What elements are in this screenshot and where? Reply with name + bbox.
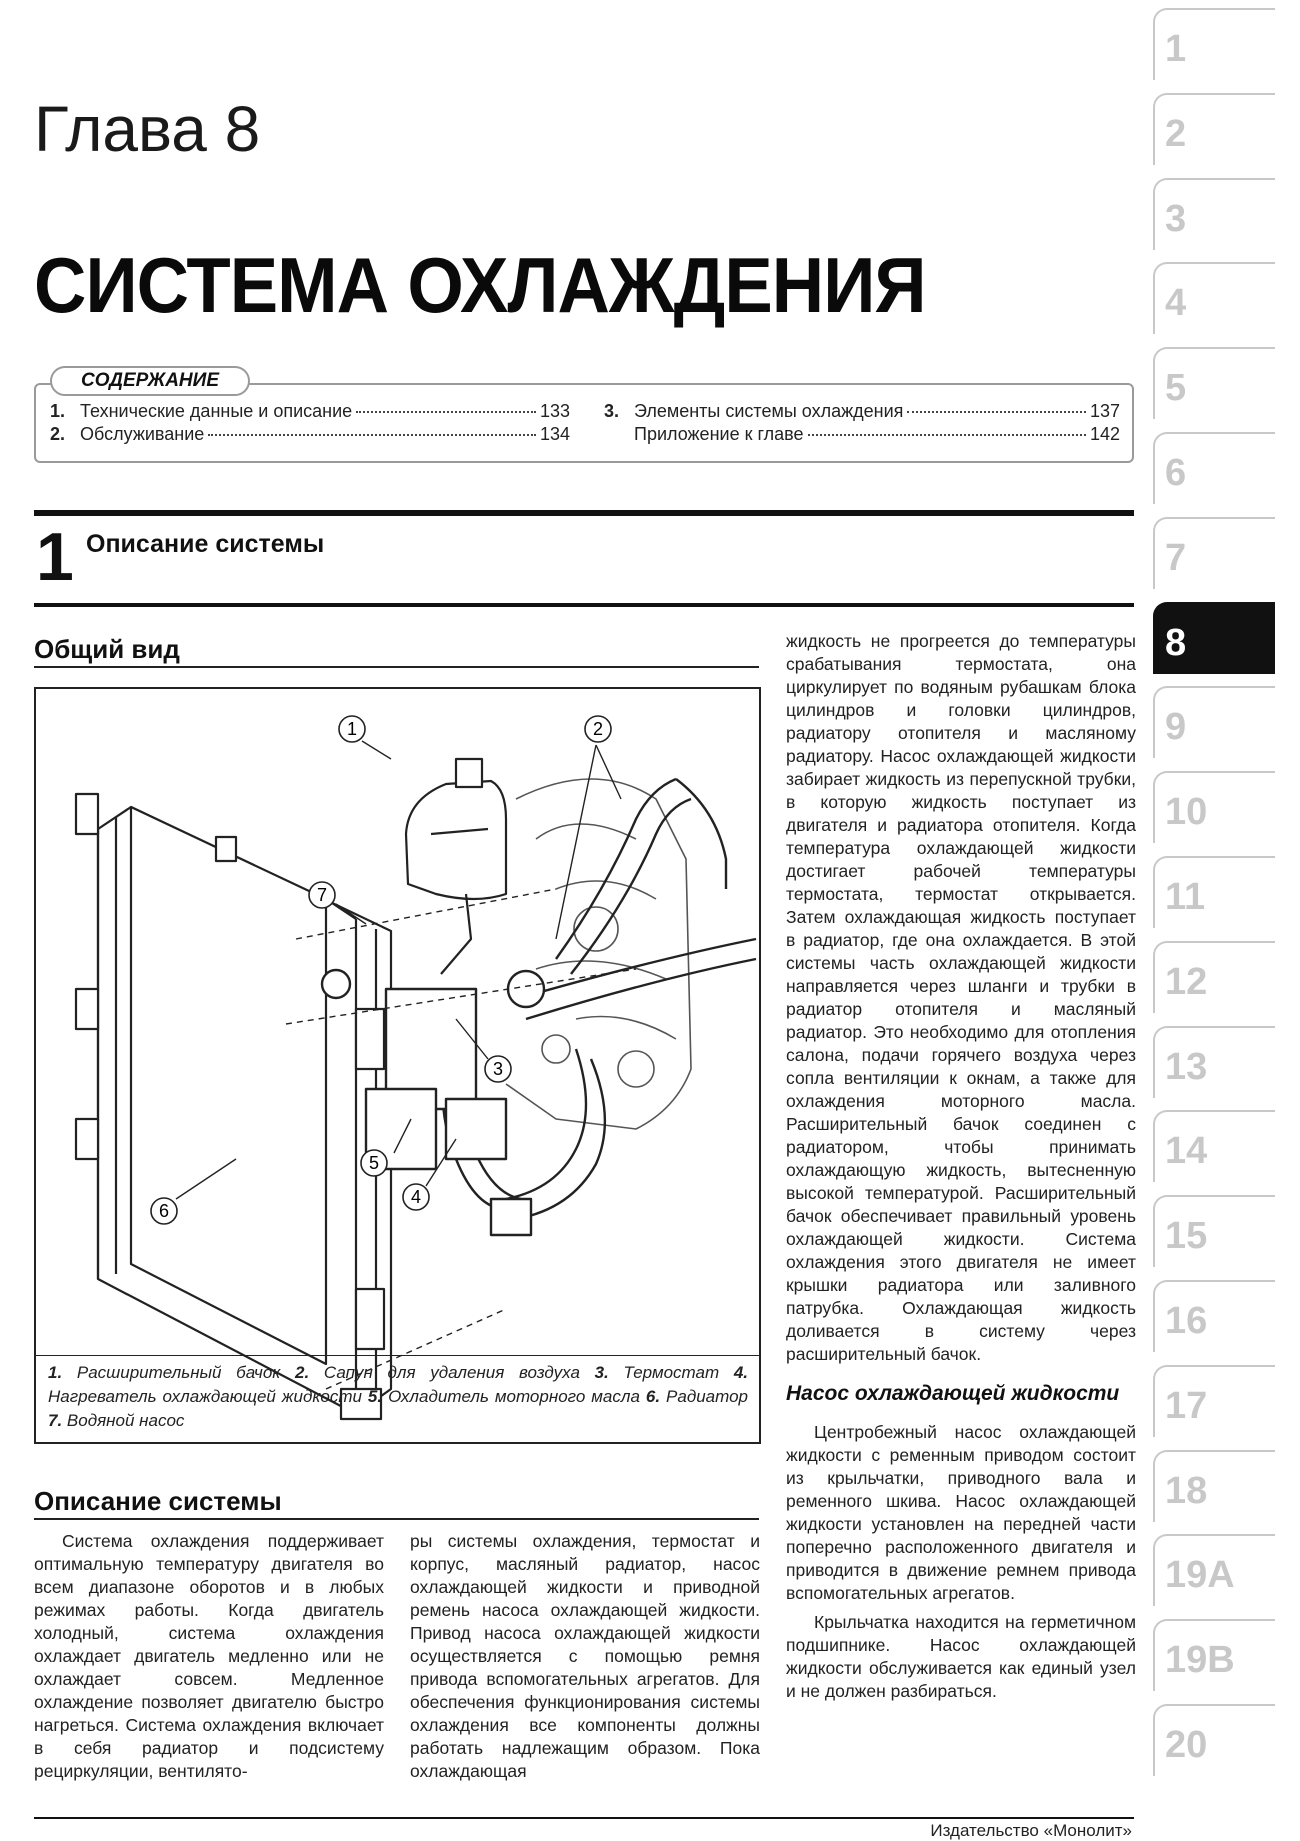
figure-caption-separator: [34, 1355, 759, 1356]
toc-item[interactable]: [604, 423, 1120, 445]
toc-leader: [808, 434, 1086, 436]
caption-number: 2.: [295, 1363, 310, 1382]
caption-number: 6.: [645, 1387, 661, 1406]
caption-number: 5.: [367, 1387, 383, 1406]
toc-item-page: 134: [539, 424, 570, 444]
caption-number: 7.: [48, 1411, 63, 1430]
publisher: Издательство «Монолит»: [930, 1821, 1132, 1840]
chapter-tab-7[interactable]: [1153, 517, 1275, 589]
chapter-tab-label: 7: [1165, 536, 1187, 579]
chapter-tab-9[interactable]: [1153, 686, 1275, 758]
chapter-tab-19b[interactable]: [1153, 1619, 1275, 1691]
section-title: Описание системы: [86, 530, 325, 558]
chapter-tab-11[interactable]: [1153, 856, 1275, 928]
caption-number: 3.: [594, 1363, 609, 1382]
chapter-tab-12[interactable]: [1153, 941, 1275, 1013]
chapter-tab-label: 4: [1165, 282, 1187, 325]
body-column-2: [410, 1530, 760, 1783]
chapter-tab-14[interactable]: [1153, 1110, 1275, 1182]
chapter-tab-label: 2: [1165, 112, 1187, 155]
toc-item-number: 3.: [604, 401, 620, 421]
chapter-tab-label: 18: [1165, 1469, 1208, 1512]
paragraph: Центробежный насос охлаждающей жидкости с ременным приводом состоит из крыльчатки, приводного вала и ременного шкива. Насос охлаждающей жидкости установлен на передней части поперечно расположенного двигателя и приводится в движение ремнем привода вспомогательных агрегатов.: [786, 1422, 1136, 1603]
chapter-tab-6[interactable]: [1153, 432, 1275, 504]
subheading-system-description: Описание системы: [34, 1486, 282, 1516]
chapter-tab-label: 10: [1165, 791, 1208, 834]
toc-item-number: 2.: [50, 424, 66, 444]
callout-7: [309, 882, 335, 908]
cooling-system-figure: [34, 687, 761, 1444]
footer-rule: [34, 1817, 1134, 1819]
toc-leader: [907, 411, 1086, 413]
chapter-tab-label: 19A: [1165, 1554, 1235, 1597]
toc-item-page: 133: [539, 401, 570, 421]
chapter-tab-label: 19B: [1165, 1639, 1235, 1682]
toc-item-title: Обслуживание: [80, 424, 205, 444]
chapter-tab-label: 5: [1165, 367, 1187, 410]
svg-text:1: 1: [346, 719, 358, 739]
body-column-1: [34, 1530, 384, 1783]
paragraph: Система охлаждения поддерживает оптимальную температуру двигателя во всем диапазоне оборотов и в любых режимах работы. Когда двигатель холодный, система охлаждения охлаждает двигатель медленно или не охлаждает совсем. Медленное охлаждение позволяет двигателю быстро нагреться. Система охлаждения включает в себя радиатор и подсистему рециркуляции, вентилято-: [34, 1531, 384, 1781]
caption-text: Водяной насос: [62, 1411, 185, 1430]
chapter-tab-label: 8: [1165, 621, 1187, 664]
paragraph: ры системы охлаждения, термостат и корпус, масляный радиатор, насос охлаждающей жидкости и приводной ремень насоса охлаждающей жидкости. Привод насоса охлаждающей жидкости осуществляется с помощью ремня привода вспомогательных агрегатов. Для обеспечения функционирования системы охлаждения все компоненты должны работать надлежащим образом. Пока охлаждающая: [410, 1531, 760, 1781]
toc-item-title: Элементы системы охлаждения: [634, 401, 904, 421]
chapter-tab-label: 17: [1165, 1384, 1208, 1427]
chapter-label: Глава 8: [34, 93, 261, 165]
chapter-tab-8[interactable]: [1153, 602, 1275, 674]
subheading-rule: [34, 1518, 759, 1520]
caption-text: Термостат: [608, 1363, 734, 1382]
chapter-tab-label: 6: [1165, 452, 1187, 494]
section-rule-bottom: [34, 603, 1134, 607]
chapter-tab-label: 12: [1165, 960, 1208, 1003]
caption-number: 1.: [48, 1363, 63, 1382]
section-rule-top: [34, 510, 1134, 516]
chapter-tab-label: 9: [1165, 706, 1187, 749]
toc-item-title: Приложение к главе: [634, 424, 804, 444]
caption-text: Сапун для удаления воздуха: [309, 1363, 595, 1382]
radiator-drawing: [76, 794, 391, 1419]
svg-text:6: 6: [158, 1201, 170, 1221]
chapter-tab-17[interactable]: [1153, 1365, 1275, 1437]
toc-leader: [356, 411, 536, 413]
toc-item[interactable]: [604, 400, 1120, 422]
chapter-tab-label: 20: [1165, 1724, 1208, 1766]
section-number: 1: [36, 519, 74, 595]
svg-text:7: 7: [316, 885, 328, 905]
toc-item-page: 137: [1089, 401, 1120, 421]
callout-4: [403, 1184, 429, 1210]
chapter-tab-label: 11: [1165, 876, 1206, 918]
chapter-tab-label: 16: [1165, 1300, 1208, 1342]
chapter-tab-2[interactable]: [1153, 93, 1275, 165]
chapter-tab-label: 14: [1165, 1130, 1208, 1173]
subheading-pump: Насос охлаждающей жидкости: [786, 1382, 1120, 1405]
caption-text: Нагреватель охлаждающей жидкости: [48, 1387, 368, 1406]
contents-heading: СОДЕРЖАНИЕ: [50, 366, 250, 396]
chapter-tab-4[interactable]: [1153, 262, 1275, 334]
chapter-tab-16[interactable]: [1153, 1280, 1275, 1352]
chapter-tab-10[interactable]: [1153, 771, 1275, 843]
chapter-tab-label: 1: [1165, 28, 1187, 70]
chapter-tab-20[interactable]: [1153, 1704, 1275, 1776]
toc-item-number: 1.: [50, 401, 66, 421]
cooling-system-diagram: [36, 689, 759, 1442]
svg-text:2: 2: [592, 719, 604, 739]
svg-text:5: 5: [368, 1153, 380, 1173]
figure-caption: [48, 1361, 748, 1433]
toc-item[interactable]: [50, 400, 570, 422]
chapter-tab-3[interactable]: [1153, 178, 1275, 250]
chapter-tab-label: 15: [1165, 1215, 1208, 1258]
chapter-tab-5[interactable]: [1153, 347, 1275, 419]
chapter-tab-18[interactable]: [1153, 1450, 1275, 1522]
toc-item-title: Технические данные и описание: [80, 401, 353, 421]
callout-3: [485, 1056, 511, 1082]
caption-text: Радиатор: [660, 1387, 749, 1406]
caption-text: Охладитель моторного масла: [382, 1387, 646, 1406]
callout-2: [585, 716, 611, 742]
toc-item[interactable]: [50, 423, 570, 445]
body-column-3: [786, 630, 1136, 1703]
chapter-tab-19a[interactable]: [1153, 1534, 1275, 1606]
chapter-tab-1[interactable]: [1153, 8, 1275, 80]
paragraph: Крыльчатка находится на герметичном подшипнике. Насос охлаждающей жидкости обслуживается как единый узел и не должен разбираться.: [786, 1612, 1136, 1701]
toc-leader: [208, 434, 536, 436]
callout-5: [361, 1150, 387, 1176]
subheading-general-view: Общий вид: [34, 634, 180, 664]
callout-1: [339, 716, 365, 742]
caption-text: Расширительный бачок: [62, 1363, 296, 1382]
svg-text:4: 4: [410, 1187, 422, 1207]
chapter-tab-15[interactable]: [1153, 1195, 1275, 1267]
chapter-tab-13[interactable]: [1153, 1026, 1275, 1098]
toc-item-page: 142: [1089, 424, 1120, 444]
chapter-tab-label: 13: [1165, 1045, 1208, 1088]
chapter-title: СИСТЕМА ОХЛАЖДЕНИЯ: [34, 241, 926, 329]
svg-text:3: 3: [492, 1059, 504, 1079]
chapter-tab-label: 3: [1165, 197, 1187, 240]
expansion-tank-drawing: [406, 759, 506, 974]
caption-number: 4.: [733, 1363, 748, 1382]
callout-6: [151, 1198, 177, 1224]
paragraph: жидкость не прогреется до температуры срабатывания термостата, она циркулирует по водяным рубашкам блока цилиндров и головки цилиндров, радиатору отопителя и масляному радиатору. Насос охлаждающей жидкости забирает жидкость из перепускной трубки, в которую жидкость поступает из двигателя и радиатора отопителя. Когда температура охлаждающей жидкости достигает рабочей температуры термостата, термостат открывается. Затем охлаждающая жидкость поступает в радиатор, где она охлаждается. В этой системы часть охлаждающей жидкости направляется через шланги и трубки в радиатор отопителя и масляный радиатор. Это необходимо для отопления салона, подачи горячего воздуха через сопла вентиляции к окнам, а также для охлаждения моторного масла. Расширительный бачок соединен с радиатором, чтобы принимать охлаждающую жидкость, вытесненную высокой температурой. Расширительный бачок обеспечивает правильный уровень охлаждающей жидкости. Система охлаждения этого двигателя не имеет крышки радиатора или заливного патрубка. Охлаждающая жидкость доливается в систему через расширительный бачок.: [786, 631, 1136, 1364]
subheading-rule: [34, 666, 759, 668]
